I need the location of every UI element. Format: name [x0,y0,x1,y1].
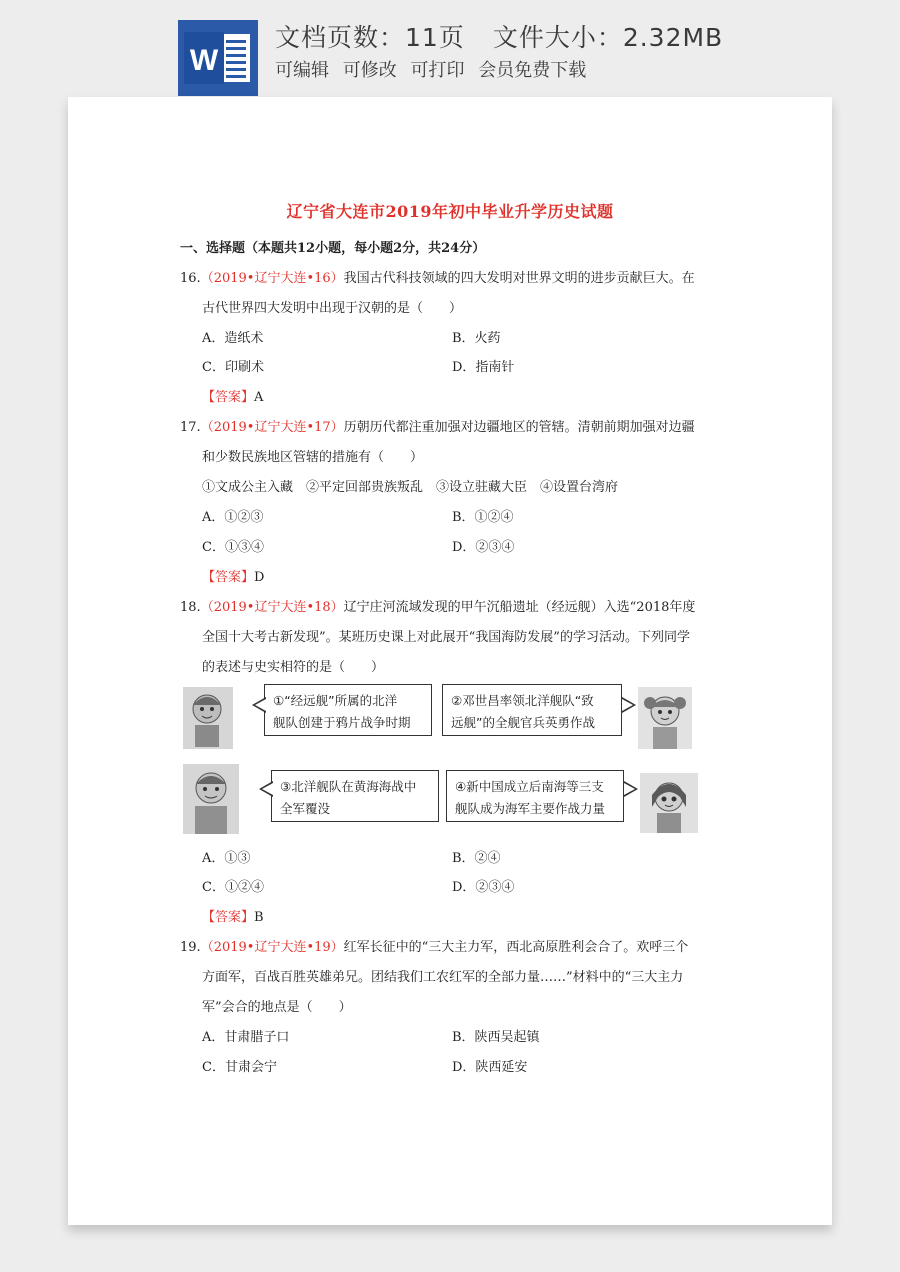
option-a: A．①②③ [202,510,264,525]
option-c: C．①②④ [202,880,264,895]
option-c: C．①③④ [202,540,264,555]
question-16 [180,267,695,286]
file-size: 文件大小：2.32MB [492,23,724,52]
word-icon-letter: W [189,44,219,77]
answer-value: D [254,570,265,585]
student-cartoon-1 [183,687,233,749]
question-text: 和少数民族地区管辖的措施有（ ） [202,450,424,465]
student-cartoon-4 [640,773,698,833]
question-19 [180,936,688,955]
question-source: （2019•辽宁大连•17） [200,420,344,435]
question-text: 我国古代科技领域的四大发明对世界文明的进步贡献巨大。在 [343,271,695,286]
bubble-text: ①“经远舰”所属的北洋 [273,693,398,708]
question-text: 历朝历代都注重加强对边疆地区的管辖。清朝前期加强对边疆 [343,420,695,435]
speech-bubble-1 [264,684,432,736]
speech-bubble-3 [271,770,439,822]
option-d: D．②③④ [452,880,515,895]
feature-member-download: 会员免费下载 [478,60,587,81]
bubble-text: ②邓世昌率领北洋舰队“致 [451,693,594,708]
student-cartoon-2 [638,687,692,749]
question-number: 16. [180,271,201,286]
question-text: 辽宁庄河流域发现的甲午沉船遗址（经远舰）入选“2018年度 [343,600,696,615]
question-number: 17. [180,420,201,435]
question-text: 军”会合的地点是（ ） [202,1000,352,1015]
question-text: 方面军，百战百胜英雄弟兄。团结我们工农红军的全部力量……”材料中的“三大主力 [202,970,684,985]
option-d: D．陕西延安 [452,1060,528,1075]
option-b: B．①②④ [452,510,514,525]
option-a: A．甘肃腊子口 [202,1030,290,1045]
answer-tag: 【答案】 [202,570,255,585]
bubble-text: 全军覆没 [280,801,331,816]
feature-printable: 可打印 [410,60,465,81]
question-17 [180,416,695,435]
question-18 [180,596,695,615]
answer-tag: 【答案】 [202,390,255,405]
question-number: 19. [180,940,201,955]
answer-16 [202,386,263,405]
option-d: D．②③④ [452,540,515,555]
option-a: A．造纸术 [202,331,264,346]
option-d: D．指南针 [452,360,515,375]
bubble-tail [622,697,636,713]
question-items: ①文成公主入藏 ②平定回部贵族叛乱 ③设立驻藏大臣 ④设置台湾府 [202,480,619,495]
speech-bubble-2 [442,684,622,736]
question-number: 18. [180,600,201,615]
answer-17 [202,566,264,585]
bubble-tail [259,781,273,797]
feature-editable: 可编辑 [275,60,329,81]
question-text: 全国十大考古新发现”。某班历史课上对此展开“我国海防发展”的学习活动。下列同学 [202,630,690,645]
bubble-text: 舰队成为海军主要作战力量 [455,801,606,816]
option-b: B．火药 [452,331,501,346]
answer-18 [202,906,264,925]
answer-value: B [254,910,264,925]
option-a: A．①③ [202,851,251,866]
option-b: B．②④ [452,851,501,866]
banner-features [275,56,594,82]
option-c: C．印刷术 [202,360,264,375]
answer-value: A [254,390,264,405]
banner-stats [275,18,723,54]
question-text: 古代世界四大发明中出现于汉朝的是（ ） [202,301,463,316]
bubble-tail [252,697,266,713]
answer-tag: 【答案】 [202,910,255,925]
section-heading: 一、选择题（本题共12小题，每小题2分，共24分） [180,241,486,256]
bubble-text: 舰队创建于鸦片战争时期 [273,715,411,730]
bubble-text: 远舰”的全舰官兵英勇作战 [451,715,595,730]
question-source: （2019•辽宁大连•18） [200,600,344,615]
option-c: C．甘肃会宁 [202,1060,277,1075]
question-text: 红军长征中的“三大主力军，西北高原胜利会合了。欢呼三个 [343,940,689,955]
download-banner [0,0,900,100]
document-page [68,97,832,1225]
feature-modifiable: 可修改 [342,60,397,81]
question-source: （2019•辽宁大连•19） [200,940,344,955]
document-title: 辽宁省大连市2019年初中毕业升学历史试题 [286,202,614,221]
bubble-text: ④新中国成立后南海等三支 [455,779,604,794]
bubble-text: ③北洋舰队在黄海海战中 [280,779,417,794]
question-text: 的表述与史实相符的是（ ） [202,660,385,675]
option-b: B．陕西吴起镇 [452,1030,540,1045]
question-source: （2019•辽宁大连•16） [200,271,344,286]
word-icon [178,20,258,96]
speech-bubble-4 [446,770,624,822]
page-count: 文档页数：11页 [275,23,465,52]
bubble-tail [624,781,638,797]
student-cartoon-3 [183,764,239,834]
